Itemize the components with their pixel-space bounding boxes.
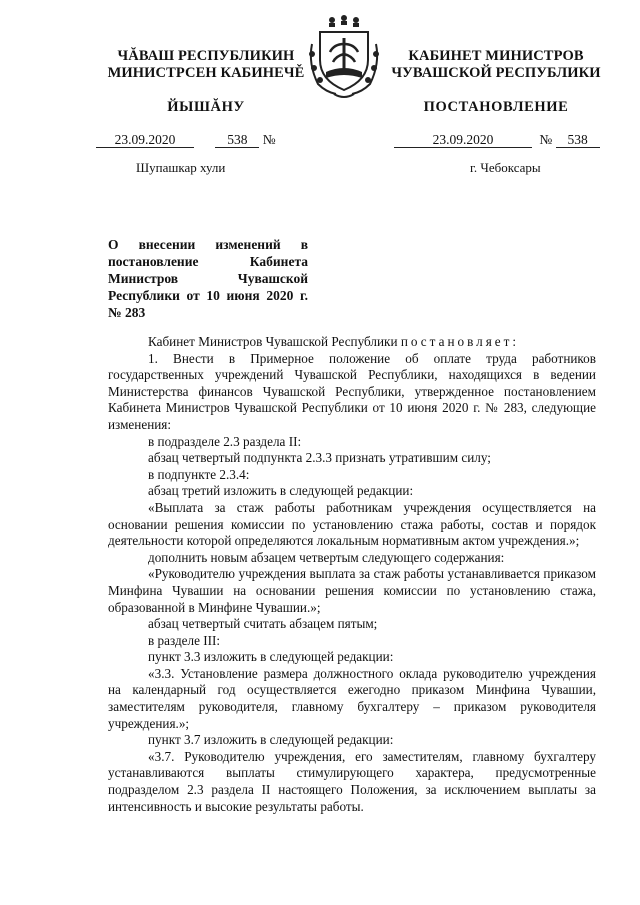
paragraph: дополнить новым абзацем четвертым следующего содержания:	[148, 549, 505, 565]
paragraph: «Выплата за стаж работы работникам учреждения осуществляется на основании решения комиссии по установлению стажа работы, состав и порядок деятельности которой определяются локальным нормативным актом учреждения.»;	[108, 499, 596, 549]
header-right	[380, 48, 612, 82]
intro-prefix: Кабинет Министров Чувашской Республики	[148, 334, 398, 349]
header-left	[86, 48, 326, 82]
paragraph: пункт 3.3 изложить в следующей редакции:	[148, 649, 394, 665]
paragraph: в разделе III:	[148, 632, 221, 648]
city-left: Шупашкар хули	[136, 160, 226, 175]
intro-spaced: постановляет:	[400, 334, 520, 349]
date-left: 23.09.2020	[96, 132, 194, 148]
paragraph: «3.3. Установление размера должностного оклада руководителю учреждения на календарный год осуществляется ежегодно приказом Минфина Чувашии, заместителям руководителя, главному бухгалтеру – приказом руководителя учреждения.»;	[108, 665, 596, 731]
paragraph: «Руководителю учреждения выплата за стаж работы устанавливается приказом Минфина Чувашии на основании решения комиссии по установлению стажа, образованной в Минфине Чувашии.»;	[108, 566, 596, 615]
document-title: О внесении изменений в постановление Кабинета Министров Чувашской Республики от 10 июня 2020 г. № 283	[108, 237, 308, 320]
paragraph: пункт 3.7 изложить в следующей редакции:	[148, 732, 394, 748]
doc-type-left: ЙЫШĂНУ	[167, 99, 245, 115]
no-sign-right: №	[539, 132, 553, 147]
paragraph: абзац третий изложить в следующей редакции:	[148, 483, 414, 499]
intro-paragraph	[108, 334, 596, 351]
paragraph: 1. Внести в Примерное положение об оплате труда работников государственных учреждений Чувашской Республики, находящихся в ведении Министерства финансов Чувашской Республики, утвержденное постановлением Кабинета Министров Чувашской Республики от 10 июня 2020 г. № 283, следующие изменения:	[108, 350, 596, 432]
number-right: 538	[556, 132, 600, 148]
doc-type-right: ПОСТАНОВЛЕНИЕ	[423, 99, 569, 115]
paragraph: абзац четвертый считать абзацем пятым;	[148, 616, 378, 632]
chuvash-coat-of-arms-icon	[306, 14, 382, 100]
header-left-line1: ЧĂВАШ РЕСПУБЛИКИН	[117, 48, 295, 64]
header-right-line1: КАБИНЕТ МИНИСТРОВ	[408, 48, 584, 64]
paragraph: абзац четвертый подпункта 2.3.3 признать утратившим силу;	[148, 450, 491, 466]
header-left-line2: МИНИСТРСЕН КАБИНЕЧĚ	[107, 65, 305, 81]
no-sign-left: №	[262, 132, 276, 147]
number-line-left	[96, 132, 276, 150]
paragraph: в подпункте 2.3.4:	[148, 466, 250, 482]
number-line-right	[394, 132, 600, 150]
city-right: г. Чебоксары	[470, 160, 541, 175]
paragraph: «3.7. Руководителю учреждения, его заместителям, главному бухгалтеру устанавливаются выплаты стимулирующего характера, предусмотренные подразделом 2.3 раздела II настоящего Положения, за исключением выплаты за интенсивность и высокие результаты работы.	[108, 748, 596, 814]
number-left: 538	[215, 132, 259, 148]
paragraph: в подразделе 2.3 раздела II:	[148, 433, 302, 449]
header-right-line2: ЧУВАШСКОЙ РЕСПУБЛИКИ	[391, 65, 601, 81]
date-right: 23.09.2020	[394, 132, 532, 148]
document-body	[108, 334, 596, 815]
